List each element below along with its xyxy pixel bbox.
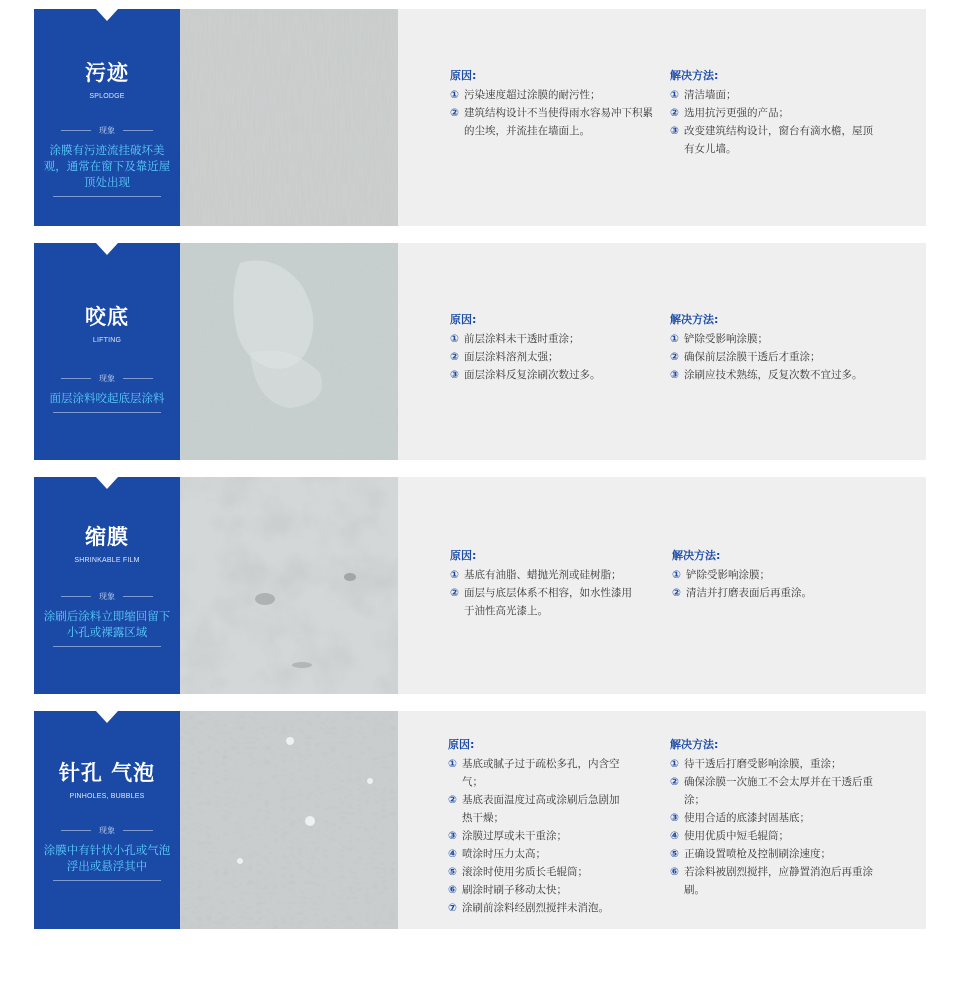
solution-item: ① 清洁墙面； (670, 89, 737, 101)
phenomenon-text: 涂膜有污迹流挂破坏美观，通常在窗下及靠近屋顶处出现 (43, 143, 171, 189)
cause-item: ② 基底表面温度过高或涂刷后急剧加热干燥； (448, 794, 620, 824)
solution-item: ① 铲除受影响涂膜； (672, 569, 770, 581)
solution-item: ⑥ 若涂料被剧烈搅拌，应静置消泡后再重涂刷。 (670, 866, 873, 896)
solution-item: ⑤ 正确设置喷枪及控制刷涂速度； (670, 848, 831, 860)
cause-item: ② 建筑结构设计不当使得雨水容易冲下积累的尘埃，并流挂在墙面上。 (450, 107, 653, 137)
cause-column (448, 736, 623, 917)
cause-solution-panel (398, 711, 926, 929)
phenomenon-block (34, 373, 180, 413)
solution-heading: 解决方法: (670, 738, 719, 751)
cause-column (450, 311, 660, 384)
phenomenon-label: 现象 (99, 826, 115, 835)
cause-item: ③ 涂膜过厚或未干重涂； (448, 830, 567, 842)
defect-title: 针孔 气泡 (58, 761, 156, 785)
defect-photo (180, 477, 398, 694)
solution-heading: 解决方法: (670, 69, 719, 82)
cause-item: ① 前层涂料未干透时重涂； (450, 333, 580, 345)
defect-photo (180, 711, 398, 929)
defect-subtitle: SHRINKABLE FILM (74, 557, 140, 564)
solution-item: ② 清洁并打磨表面后再重涂。 (672, 587, 812, 599)
defect-label-panel (34, 711, 180, 929)
cause-item: ③ 面层涂料反复涂刷次数过多。 (450, 369, 601, 381)
defect-title: 缩膜 (85, 525, 129, 549)
cause-item: ⑥ 刷涂时刷子移动太快； (448, 884, 567, 896)
defect-label-panel (34, 243, 180, 460)
defect-card-splodge (34, 9, 926, 226)
defect-label-panel (34, 477, 180, 694)
notch-marker (96, 9, 118, 21)
solution-item: ④ 使用优质中短毛辊筒； (670, 830, 789, 842)
phenomenon-block (34, 591, 180, 647)
cause-item: ① 基底有油脂、蜡抛光剂或硅树脂； (450, 569, 622, 581)
solution-column (670, 311, 880, 384)
defect-title: 咬底 (85, 305, 129, 329)
cause-heading: 原因: (450, 549, 477, 562)
defect-subtitle: PINHOLES, BUBBLES (69, 793, 145, 800)
cause-item: ⑦ 涂刷前涂料经剧烈搅拌未消泡。 (448, 902, 609, 914)
phenomenon-block (34, 825, 180, 881)
defect-card-lifting (34, 243, 926, 460)
phenomenon-text: 涂膜中有针状小孔或气泡浮出或悬浮其中 (43, 843, 171, 873)
solution-item: ① 待干透后打磨受影响涂膜，重涂； (670, 758, 842, 770)
defect-card-shrinkable-film (34, 477, 926, 694)
cause-item: ② 面层涂料溶剂太强； (450, 351, 559, 363)
phenomenon-block (34, 125, 180, 197)
notch-marker (96, 243, 118, 255)
solution-column (672, 547, 882, 602)
cause-solution-panel (398, 243, 926, 460)
phenomenon-label: 现象 (99, 126, 115, 135)
cause-heading: 原因: (450, 313, 477, 326)
cause-item: ④ 喷涂时压力太高； (448, 848, 546, 860)
cause-heading: 原因: (448, 738, 475, 751)
solution-item: ② 选用抗污更强的产品； (670, 107, 789, 119)
solution-item: ③ 改变建筑结构设计，窗台有滴水檐，屋顶有女儿墙。 (670, 125, 873, 155)
cause-column (450, 547, 635, 620)
defect-photo (180, 9, 398, 226)
solution-item: ② 确保涂膜一次施工不会太厚并在干透后重涂； (670, 776, 873, 806)
cause-item: ⑤ 滚涂时使用劣质长毛辊筒； (448, 866, 588, 878)
cause-solution-panel (398, 477, 926, 694)
cause-item: ② 面层与底层体系不相容，如水性漆用于油性高光漆上。 (450, 587, 632, 617)
defect-label-panel (34, 9, 180, 226)
cause-column (450, 67, 660, 140)
solution-heading: 解决方法: (670, 313, 719, 326)
solution-item: ② 确保前层涂膜干透后才重涂； (670, 351, 821, 363)
notch-marker (96, 711, 118, 723)
cause-item: ① 污染速度超过涂膜的耐污性； (450, 89, 601, 101)
defect-subtitle: LIFTING (92, 337, 122, 344)
defect-title: 污迹 (85, 61, 129, 85)
phenomenon-label: 现象 (99, 374, 115, 383)
phenomenon-text: 面层涂料咬起底层涂料 (49, 391, 165, 405)
defect-card-pinholes-bubbles (34, 711, 926, 929)
defect-photo (180, 243, 398, 460)
solution-column (670, 67, 880, 158)
solution-heading: 解决方法: (672, 549, 721, 562)
defect-subtitle: SPLODGE (89, 93, 125, 100)
cause-heading: 原因: (450, 69, 477, 82)
solution-item: ③ 使用合适的底漆封固基底； (670, 812, 810, 824)
solution-item: ③ 涂刷应技术熟练，反复次数不宜过多。 (670, 369, 863, 381)
cause-solution-panel (398, 9, 926, 226)
phenomenon-label: 现象 (99, 592, 115, 601)
solution-item: ① 铲除受影响涂膜； (670, 333, 768, 345)
phenomenon-text: 涂刷后涂料立即缩回留下小孔或裸露区域 (43, 609, 171, 639)
cause-item: ① 基底或腻子过于疏松多孔，内含空气； (448, 758, 620, 788)
solution-column (670, 736, 885, 899)
notch-marker (96, 477, 118, 489)
